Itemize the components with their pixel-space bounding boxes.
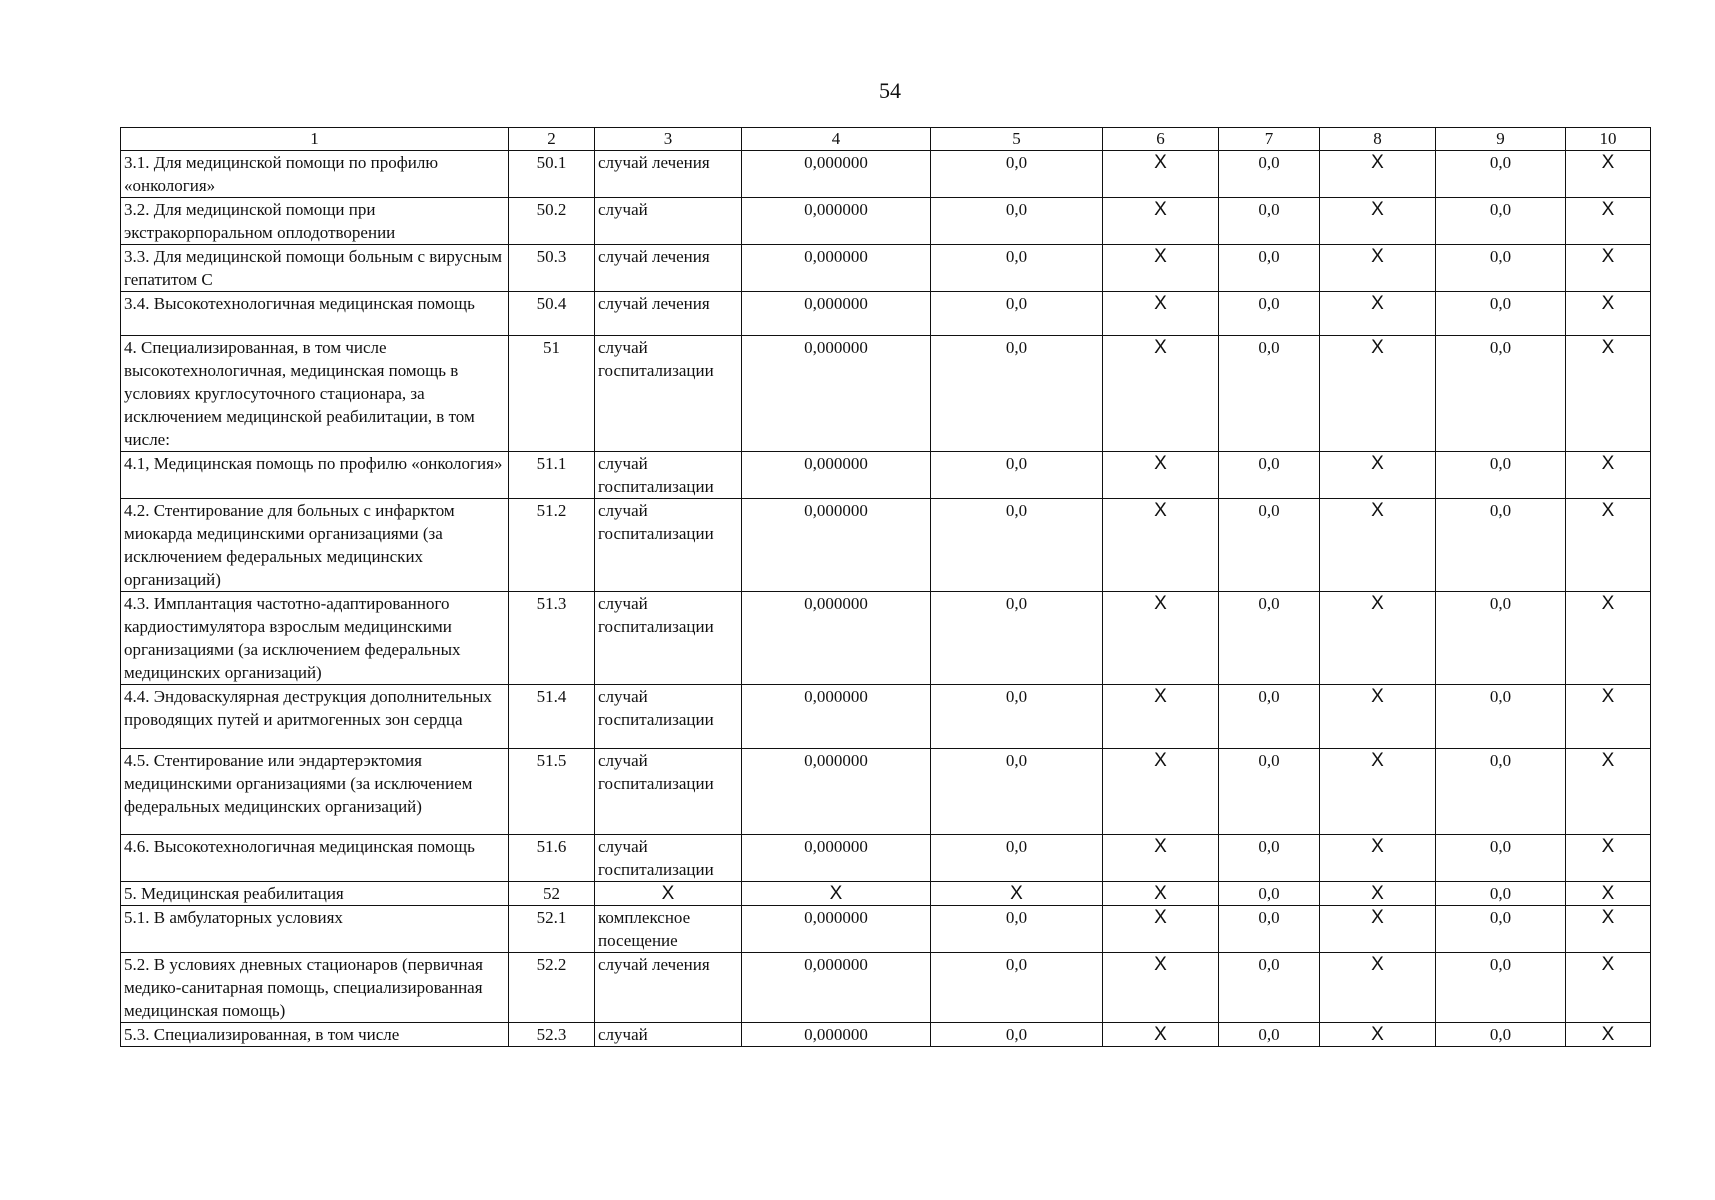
- table-cell: 0,0: [931, 198, 1103, 245]
- table-cell: Х: [1320, 151, 1436, 198]
- table-cell: 0,0: [1436, 592, 1566, 685]
- table-row: [121, 906, 1651, 953]
- table-cell: 0,0: [1219, 499, 1320, 592]
- table-cell: 52.2: [509, 953, 595, 1023]
- table-cell: Х: [1320, 198, 1436, 245]
- table-cell: 0,0: [1219, 336, 1320, 452]
- table-cell: случай госпитализации: [595, 336, 742, 452]
- table-cell: 0,000000: [742, 906, 931, 953]
- table-cell: Х: [1320, 452, 1436, 499]
- table-cell: 0,0: [931, 245, 1103, 292]
- table-cell: 0,0: [1436, 245, 1566, 292]
- table-cell: 4.5. Стентирование или эндартерэктомия медицинскими организациями (за исключением федеральных медицинских организаций): [121, 749, 509, 835]
- table-cell: 0,0: [1219, 592, 1320, 685]
- table-cell: Х: [1103, 882, 1219, 906]
- table-cell: 0,0: [931, 452, 1103, 499]
- table-cell: Х: [1566, 835, 1651, 882]
- column-header: 3: [595, 128, 742, 151]
- table-cell: 0,0: [931, 336, 1103, 452]
- table-cell: 0,0: [1219, 245, 1320, 292]
- table-cell: случай госпитализации: [595, 499, 742, 592]
- column-header: 6: [1103, 128, 1219, 151]
- table-cell: 0,0: [1436, 953, 1566, 1023]
- table-cell: Х: [1320, 245, 1436, 292]
- table-cell: Х: [1320, 835, 1436, 882]
- table-cell: Х: [1103, 953, 1219, 1023]
- table-cell: Х: [1566, 953, 1651, 1023]
- table-cell: 0,000000: [742, 198, 931, 245]
- table-cell: 3.2. Для медицинской помощи при экстракорпоральном оплодотворении: [121, 198, 509, 245]
- table-cell: 0,0: [1219, 1023, 1320, 1047]
- table-cell: 0,0: [931, 499, 1103, 592]
- table-cell: 0,0: [931, 953, 1103, 1023]
- table-cell: Х: [1566, 882, 1651, 906]
- table-cell: 51.5: [509, 749, 595, 835]
- column-header: 2: [509, 128, 595, 151]
- table-cell: Х: [1566, 292, 1651, 336]
- table-cell: Х: [1320, 906, 1436, 953]
- table-cell: 0,0: [1219, 292, 1320, 336]
- table-cell: 51: [509, 336, 595, 452]
- table-cell: 0,0: [1219, 882, 1320, 906]
- table-cell: 51.4: [509, 685, 595, 749]
- table-cell: 3.1. Для медицинской помощи по профилю «онкология»: [121, 151, 509, 198]
- table-cell: 50.4: [509, 292, 595, 336]
- table-cell: 3.3. Для медицинской помощи больным с вирусным гепатитом С: [121, 245, 509, 292]
- table-cell: 0,0: [931, 1023, 1103, 1047]
- table-cell: 4.2. Стентирование для больных с инфарктом миокарда медицинскими организациями (за исключением федеральных медицинских организаций): [121, 499, 509, 592]
- table-cell: 0,0: [1436, 749, 1566, 835]
- page-number: 54: [879, 78, 901, 103]
- column-header: 10: [1566, 128, 1651, 151]
- table-cell: 0,0: [931, 749, 1103, 835]
- table-cell: Х: [1320, 1023, 1436, 1047]
- table-cell: 0,000000: [742, 336, 931, 452]
- table-cell: случай лечения: [595, 151, 742, 198]
- table-cell: 51.6: [509, 835, 595, 882]
- table-cell: 50.2: [509, 198, 595, 245]
- table-cell: 50.3: [509, 245, 595, 292]
- table-cell: 0,000000: [742, 499, 931, 592]
- table-cell: Х: [1566, 151, 1651, 198]
- table-cell: Х: [1566, 685, 1651, 749]
- table-body: [121, 151, 1651, 1047]
- table-cell: 0,0: [1219, 749, 1320, 835]
- column-header: 1: [121, 128, 509, 151]
- table-cell: Х: [931, 882, 1103, 906]
- table-cell: Х: [742, 882, 931, 906]
- table-cell: 5.3. Специализированная, в том числе: [121, 1023, 509, 1047]
- table-cell: Х: [1566, 452, 1651, 499]
- table-cell: Х: [1320, 953, 1436, 1023]
- table-cell: Х: [595, 882, 742, 906]
- table-cell: Х: [1566, 749, 1651, 835]
- column-header: 5: [931, 128, 1103, 151]
- table-cell: 3.4. Высокотехнологичная медицинская помощь: [121, 292, 509, 336]
- table-cell: 0,0: [931, 906, 1103, 953]
- table-row: [121, 1023, 1651, 1047]
- table-cell: 0,0: [1436, 835, 1566, 882]
- table-cell: 0,0: [1219, 906, 1320, 953]
- table-cell: 52: [509, 882, 595, 906]
- table-cell: 51.1: [509, 452, 595, 499]
- table-cell: 0,000000: [742, 749, 931, 835]
- table-cell: случай госпитализации: [595, 592, 742, 685]
- table-header-row: [121, 128, 1651, 151]
- table-cell: Х: [1320, 685, 1436, 749]
- table-cell: 4.6. Высокотехнологичная медицинская помощь: [121, 835, 509, 882]
- table-cell: 0,000000: [742, 245, 931, 292]
- table-row: [121, 685, 1651, 749]
- table-cell: 0,0: [1436, 499, 1566, 592]
- table-cell: Х: [1566, 906, 1651, 953]
- table-cell: 5.2. В условиях дневных стационаров (первичная медико-санитарная помощь, специализированная медицинская помощь): [121, 953, 509, 1023]
- table-cell: Х: [1320, 882, 1436, 906]
- table-cell: случай лечения: [595, 292, 742, 336]
- table-cell: 0,000000: [742, 685, 931, 749]
- table-cell: 0,0: [931, 592, 1103, 685]
- table-cell: 0,0: [931, 292, 1103, 336]
- table-cell: Х: [1320, 292, 1436, 336]
- table-cell: комплексное посещение: [595, 906, 742, 953]
- table-cell: 0,000000: [742, 835, 931, 882]
- table-cell: случай госпитализации: [595, 685, 742, 749]
- table-cell: 4. Специализированная, в том числе высокотехнологичная, медицинская помощь в условиях круглосуточного стационара, за исключением медицинской реабилитации, в том числе:: [121, 336, 509, 452]
- table-cell: Х: [1566, 499, 1651, 592]
- column-header: 8: [1320, 128, 1436, 151]
- table-row: [121, 292, 1651, 336]
- table-cell: Х: [1566, 336, 1651, 452]
- table-cell: Х: [1320, 592, 1436, 685]
- table-cell: 0,0: [1436, 292, 1566, 336]
- table-cell: 50.1: [509, 151, 595, 198]
- column-header: 9: [1436, 128, 1566, 151]
- table-cell: случай: [595, 1023, 742, 1047]
- table-cell: 4.4. Эндоваскулярная деструкция дополнительных проводящих путей и аритмогенных зон сердца: [121, 685, 509, 749]
- table-cell: 0,0: [1219, 685, 1320, 749]
- table-cell: случай: [595, 198, 742, 245]
- table-cell: 5.1. В амбулаторных условиях: [121, 906, 509, 953]
- table-row: [121, 499, 1651, 592]
- table-cell: 4.3. Имплантация частотно-адаптированного кардиостимулятора взрослым медицинскими организациями (за исключением федеральных медицинских организаций): [121, 592, 509, 685]
- table-cell: 0,0: [1436, 198, 1566, 245]
- table-cell: Х: [1103, 198, 1219, 245]
- table-cell: случай госпитализации: [595, 835, 742, 882]
- table-cell: 0,0: [1219, 452, 1320, 499]
- table-row: [121, 953, 1651, 1023]
- table-cell: случай лечения: [595, 245, 742, 292]
- table-cell: Х: [1566, 198, 1651, 245]
- table-cell: Х: [1103, 292, 1219, 336]
- table-cell: случай госпитализации: [595, 749, 742, 835]
- table-cell: случай лечения: [595, 953, 742, 1023]
- table-cell: 0,000000: [742, 292, 931, 336]
- table-cell: 0,0: [931, 685, 1103, 749]
- table-row: [121, 749, 1651, 835]
- table-cell: Х: [1103, 1023, 1219, 1047]
- table-cell: Х: [1103, 151, 1219, 198]
- table-cell: Х: [1103, 452, 1219, 499]
- table-cell: Х: [1566, 1023, 1651, 1047]
- table-cell: 5. Медицинская реабилитация: [121, 882, 509, 906]
- table-cell: 0,0: [1436, 685, 1566, 749]
- table-cell: 0,0: [1436, 452, 1566, 499]
- table-cell: 52.1: [509, 906, 595, 953]
- table-cell: 0,0: [1436, 336, 1566, 452]
- table-cell: 0,0: [1436, 1023, 1566, 1047]
- data-table: [120, 127, 1651, 1047]
- table-row: [121, 151, 1651, 198]
- table-cell: Х: [1103, 499, 1219, 592]
- table-cell: Х: [1103, 336, 1219, 452]
- table-cell: Х: [1103, 749, 1219, 835]
- table-row: [121, 882, 1651, 906]
- table-cell: Х: [1103, 245, 1219, 292]
- table-cell: Х: [1566, 245, 1651, 292]
- table-cell: 0,000000: [742, 953, 931, 1023]
- table-row: [121, 835, 1651, 882]
- table-cell: 0,0: [931, 835, 1103, 882]
- column-header: 7: [1219, 128, 1320, 151]
- table-cell: 0,0: [1219, 953, 1320, 1023]
- table-cell: 0,0: [1219, 151, 1320, 198]
- table-cell: Х: [1103, 592, 1219, 685]
- table-cell: 0,000000: [742, 592, 931, 685]
- table-cell: Х: [1566, 592, 1651, 685]
- table-cell: 0,000000: [742, 1023, 931, 1047]
- table-cell: Х: [1103, 685, 1219, 749]
- table-cell: Х: [1320, 499, 1436, 592]
- table-row: [121, 336, 1651, 452]
- table-row: [121, 452, 1651, 499]
- table-cell: 0,000000: [742, 452, 931, 499]
- table-cell: 0,0: [1436, 151, 1566, 198]
- table-cell: 52.3: [509, 1023, 595, 1047]
- table-row: [121, 245, 1651, 292]
- table-cell: Х: [1103, 835, 1219, 882]
- table-cell: 0,0: [1219, 835, 1320, 882]
- table-cell: случай госпитализации: [595, 452, 742, 499]
- table-cell: 0,000000: [742, 151, 931, 198]
- column-header: 4: [742, 128, 931, 151]
- table-row: [121, 592, 1651, 685]
- table-cell: Х: [1320, 336, 1436, 452]
- table-cell: 0,0: [1436, 906, 1566, 953]
- table-row: [121, 198, 1651, 245]
- table-cell: Х: [1320, 749, 1436, 835]
- table-cell: 4.1, Медицинская помощь по профилю «онкология»: [121, 452, 509, 499]
- table-cell: 0,0: [1436, 882, 1566, 906]
- table-cell: 51.2: [509, 499, 595, 592]
- table-cell: 51.3: [509, 592, 595, 685]
- table-cell: 0,0: [931, 151, 1103, 198]
- table-cell: 0,0: [1219, 198, 1320, 245]
- table-cell: Х: [1103, 906, 1219, 953]
